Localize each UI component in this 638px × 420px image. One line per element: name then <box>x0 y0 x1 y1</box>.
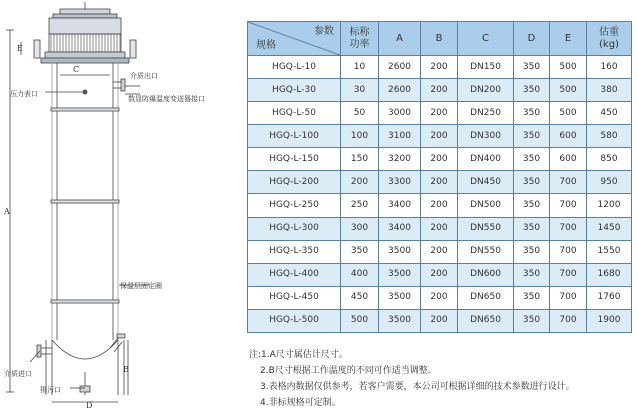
value-cell: 3400 <box>379 194 421 217</box>
header-power: 标称 功率 <box>341 22 379 56</box>
header-weight: 估重 (kg) <box>587 22 632 56</box>
corner-bottom-label: 规格 <box>256 40 276 51</box>
value-cell: DN650 <box>458 309 514 332</box>
value-cell: 700 <box>550 217 587 240</box>
table-row <box>248 79 632 102</box>
value-cell: 700 <box>550 263 587 286</box>
model-cell: HGQ-L-450 <box>248 286 341 309</box>
value-cell: 1450 <box>587 217 632 240</box>
value-cell: 350 <box>514 194 550 217</box>
corner-header <box>248 22 341 56</box>
table-body <box>248 56 632 333</box>
value-cell: 350 <box>514 56 550 79</box>
value-cell: 500 <box>550 56 587 79</box>
model-cell: HGQ-L-10 <box>248 56 341 79</box>
value-cell: 3500 <box>379 263 421 286</box>
spec-table <box>247 21 632 333</box>
corner-top-label: 参数 <box>314 26 334 37</box>
dim-e: E <box>17 44 23 53</box>
value-cell: 200 <box>421 125 458 148</box>
value-cell: 700 <box>550 309 587 332</box>
value-cell: 200 <box>341 171 379 194</box>
value-cell: 250 <box>341 194 379 217</box>
model-cell: HGQ-L-100 <box>248 125 341 148</box>
value-cell: 350 <box>514 148 550 171</box>
table-row <box>248 194 632 217</box>
value-cell: 350 <box>341 240 379 263</box>
note-3: 3.表格内数据仅供参考，若客户需要，本公司可根据详细的技术参数进行设计。 <box>260 382 575 392</box>
value-cell: 350 <box>514 102 550 125</box>
table-row <box>248 56 632 79</box>
label-medium-outlet: 介质出口 <box>130 72 158 80</box>
table-row <box>248 309 632 332</box>
note-4: 4.非标规格可定制。 <box>260 398 341 408</box>
header-c: C <box>458 22 514 56</box>
value-cell: 850 <box>587 148 632 171</box>
value-cell: 1550 <box>587 240 632 263</box>
value-cell: 350 <box>514 79 550 102</box>
label-pressure-gauge: 压力表口 <box>10 90 38 98</box>
value-cell: 350 <box>514 217 550 240</box>
model-cell: HGQ-L-200 <box>248 171 341 194</box>
model-cell: HGQ-L-500 <box>248 309 341 332</box>
header-b: B <box>421 22 458 56</box>
value-cell: 380 <box>587 79 632 102</box>
value-cell: 3500 <box>379 286 421 309</box>
value-cell: DN550 <box>458 217 514 240</box>
model-cell: HGQ-L-400 <box>248 263 341 286</box>
header-d: D <box>514 22 550 56</box>
value-cell: 3300 <box>379 171 421 194</box>
table-row <box>248 240 632 263</box>
value-cell: 1900 <box>587 309 632 332</box>
value-cell: 350 <box>514 240 550 263</box>
value-cell: 2600 <box>379 79 421 102</box>
value-cell: DN200 <box>458 79 514 102</box>
dim-c: C <box>73 65 80 74</box>
model-cell: HGQ-L-350 <box>248 240 341 263</box>
value-cell: 700 <box>550 171 587 194</box>
value-cell: 3100 <box>379 125 421 148</box>
value-cell: DN300 <box>458 125 514 148</box>
label-drain: 排污口 <box>40 386 61 394</box>
table-row <box>248 171 632 194</box>
value-cell: 200 <box>421 148 458 171</box>
value-cell: 10 <box>341 56 379 79</box>
value-cell: 1680 <box>587 263 632 286</box>
model-cell: HGQ-L-50 <box>248 102 341 125</box>
value-cell: 350 <box>514 171 550 194</box>
value-cell: 450 <box>341 286 379 309</box>
dim-b: B <box>123 365 129 374</box>
table-row <box>248 125 632 148</box>
value-cell: 600 <box>550 125 587 148</box>
value-cell: 600 <box>550 148 587 171</box>
value-cell: 150 <box>341 148 379 171</box>
value-cell: 200 <box>421 171 458 194</box>
model-cell: HGQ-L-30 <box>248 79 341 102</box>
value-cell: 3500 <box>379 240 421 263</box>
value-cell: 950 <box>587 171 632 194</box>
value-cell: DN500 <box>458 194 514 217</box>
value-cell: 3500 <box>379 309 421 332</box>
value-cell: DN600 <box>458 263 514 286</box>
value-cell: 3200 <box>379 148 421 171</box>
value-cell: 500 <box>550 79 587 102</box>
value-cell: 200 <box>421 263 458 286</box>
value-cell: 160 <box>587 56 632 79</box>
value-cell: 100 <box>341 125 379 148</box>
value-cell: DN250 <box>458 102 514 125</box>
value-cell: 200 <box>421 217 458 240</box>
value-cell: 350 <box>514 263 550 286</box>
value-cell: 30 <box>341 79 379 102</box>
note-2: 2.B尺寸根据工作温度的不同可作适当调整. <box>260 366 431 376</box>
value-cell: 700 <box>550 194 587 217</box>
table-row <box>248 217 632 240</box>
value-cell: 200 <box>421 56 458 79</box>
table-row <box>248 148 632 171</box>
value-cell: DN650 <box>458 286 514 309</box>
model-cell: HGQ-L-150 <box>248 148 341 171</box>
value-cell: 500 <box>341 309 379 332</box>
value-cell: 700 <box>550 286 587 309</box>
header-e: E <box>550 22 587 56</box>
value-cell: DN400 <box>458 148 514 171</box>
notes <box>249 347 575 411</box>
dim-d: D <box>86 401 93 410</box>
value-cell: 200 <box>421 286 458 309</box>
model-cell: HGQ-L-250 <box>248 194 341 217</box>
label-medium-inlet: 介质进口 <box>4 370 32 378</box>
value-cell: DN150 <box>458 56 514 79</box>
value-cell: 200 <box>421 194 458 217</box>
value-cell: 200 <box>421 240 458 263</box>
value-cell: 200 <box>421 102 458 125</box>
value-cell: 350 <box>514 309 550 332</box>
table-row <box>248 263 632 286</box>
value-cell: 1200 <box>587 194 632 217</box>
value-cell: 580 <box>587 125 632 148</box>
heater-drawing <box>0 0 240 420</box>
value-cell: DN450 <box>458 171 514 194</box>
value-cell: 50 <box>341 102 379 125</box>
value-cell: 400 <box>341 263 379 286</box>
label-sensor-port: 数显防爆温度变送器接口 <box>128 95 205 103</box>
value-cell: 1760 <box>587 286 632 309</box>
value-cell: DN550 <box>458 240 514 263</box>
model-cell: HGQ-L-300 <box>248 217 341 240</box>
value-cell: 3000 <box>379 102 421 125</box>
table-row <box>248 102 632 125</box>
note-1: 注:1.A尺寸属估计尺寸。 <box>249 350 348 360</box>
value-cell: 350 <box>514 125 550 148</box>
value-cell: 2600 <box>379 56 421 79</box>
value-cell: 450 <box>587 102 632 125</box>
value-cell: 3400 <box>379 217 421 240</box>
value-cell: 200 <box>421 79 458 102</box>
value-cell: 300 <box>341 217 379 240</box>
value-cell: 350 <box>514 286 550 309</box>
value-cell: 500 <box>550 102 587 125</box>
table-row <box>248 286 632 309</box>
table-header-row <box>248 22 632 56</box>
label-insulation: 保温层固定圈 <box>120 282 162 290</box>
header-a: A <box>379 22 421 56</box>
dim-a: A <box>4 207 10 216</box>
value-cell: 200 <box>421 309 458 332</box>
value-cell: 700 <box>550 240 587 263</box>
